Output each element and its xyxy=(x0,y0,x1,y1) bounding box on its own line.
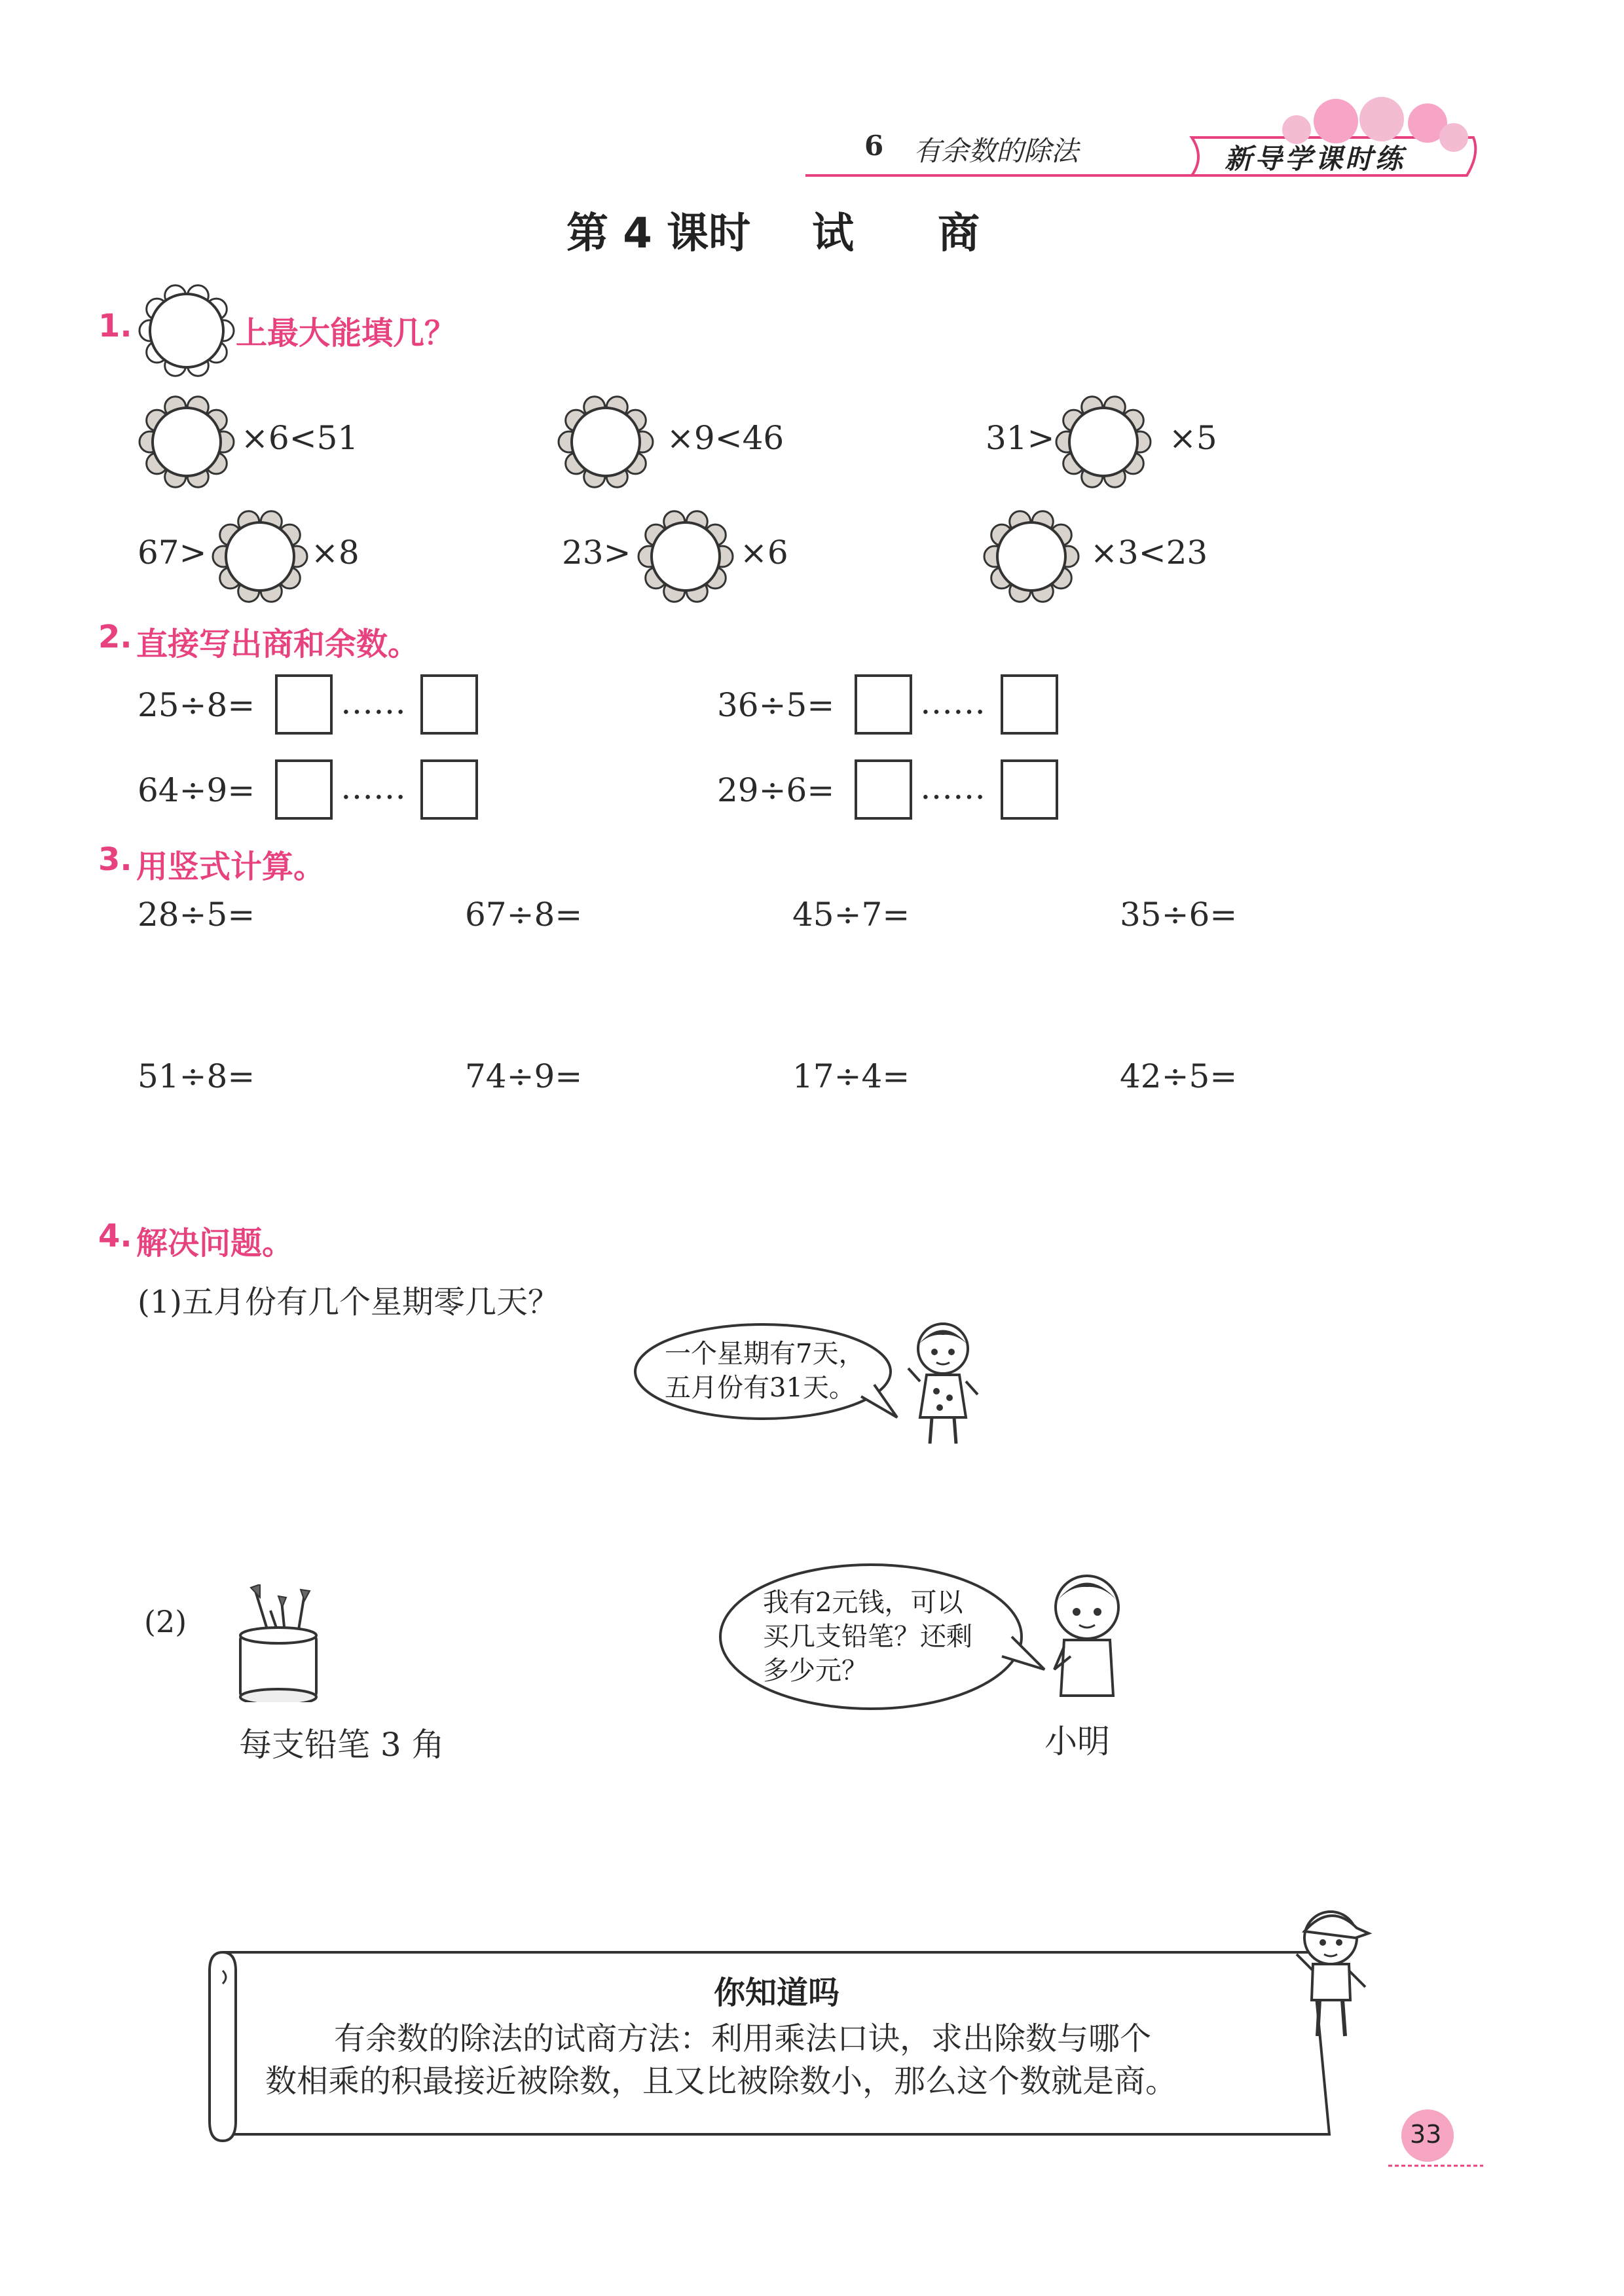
q2-item3-dots: …… xyxy=(341,769,406,807)
q2-item2-quotient-box[interactable] xyxy=(855,674,912,735)
q3-r2-item4: 42÷5= xyxy=(1120,1057,1238,1095)
q4-number: 4. xyxy=(98,1218,132,1254)
flower-answer-slot-1[interactable] xyxy=(138,393,236,491)
q2-item3-expr: 64÷9= xyxy=(138,771,255,809)
q3-r1-item2: 67÷8= xyxy=(465,896,583,934)
tip-line1: 有余数的除法的试商方法：利用乘法口诀，求出除数与哪个 xyxy=(334,2020,1152,2057)
q2-item1-remainder-box[interactable] xyxy=(420,674,478,735)
bubble-1-line1: 一个星期有7天， xyxy=(665,1339,865,1369)
q4-part1-question: (1)五月份有几个星期零几天？ xyxy=(138,1284,559,1321)
flower-answer-slot-4[interactable] xyxy=(211,507,309,606)
q2-item1-quotient-box[interactable] xyxy=(275,674,333,735)
q1-r2-item2-suffix: ×6 xyxy=(740,534,788,572)
q2-item4-dots: …… xyxy=(920,769,986,807)
boy-cap-illustration-icon xyxy=(1290,1902,1375,2046)
q2-item4-quotient-box[interactable] xyxy=(855,759,912,820)
bubble-2-line3: 多少元？ xyxy=(763,1656,868,1686)
q3-r2-item3: 17÷4= xyxy=(792,1057,910,1095)
q1-title: 上最大能填几？ xyxy=(236,315,456,352)
q2-item4-expr: 29÷6= xyxy=(717,771,835,809)
q2-title: 直接写出商和余数。 xyxy=(136,626,420,663)
page-number: 33 xyxy=(1410,2120,1442,2149)
q1-r1-item1-suffix: ×6<51 xyxy=(241,419,359,457)
q1-r2-item1-suffix: ×8 xyxy=(311,534,360,572)
q1-r2-item2-prefix: 23> xyxy=(562,534,631,572)
q3-number: 3. xyxy=(98,841,132,878)
q1-r1-item3-prefix: 31> xyxy=(986,419,1055,457)
q2-item3-remainder-box[interactable] xyxy=(420,759,478,820)
q2-item2-remainder-box[interactable] xyxy=(1001,674,1058,735)
q2-item1-expr: 25÷8= xyxy=(138,686,255,724)
q2-item3-quotient-box[interactable] xyxy=(275,759,333,820)
q2-item2-dots: …… xyxy=(920,683,986,721)
q1-r1-item2-suffix: ×9<46 xyxy=(667,419,784,457)
pencil-price-caption: 每支铅笔 3 角 xyxy=(239,1726,445,1764)
flower-answer-slot-2[interactable] xyxy=(557,393,655,491)
q1-r2-item1-prefix: 67> xyxy=(138,534,207,572)
q3-r1-item4: 35÷6= xyxy=(1120,896,1238,934)
q4-part2-label: (2) xyxy=(144,1604,187,1639)
tip-line2: 数相乘的积最接近被除数，且又比被除数小，那么这个数就是商。 xyxy=(265,2063,1177,2100)
boy-name: 小明 xyxy=(1044,1722,1110,1760)
bubble-2-line1: 我有2元钱，可以 xyxy=(763,1588,963,1618)
lesson-number: 第 4 课时 xyxy=(566,210,751,258)
q1-r1-item3-suffix: ×5 xyxy=(1169,419,1217,457)
chapter-title: 有余数的除法 xyxy=(913,135,1079,167)
q3-r1-item1: 28÷5= xyxy=(138,896,255,934)
q1-number: 1. xyxy=(98,308,132,344)
bubble-1-line2: 五月份有31天。 xyxy=(665,1373,855,1403)
pencil-holder-icon xyxy=(232,1584,324,1702)
brand-label: 新导学课时练 xyxy=(1225,143,1406,175)
q3-r2-item2: 74÷9= xyxy=(465,1057,583,1095)
boy-illustration-icon xyxy=(1035,1571,1139,1715)
lesson-topic: 试 商 xyxy=(812,210,980,258)
q2-item4-remainder-box[interactable] xyxy=(1001,759,1058,820)
q3-title: 用竖式计算。 xyxy=(136,848,325,885)
tip-title: 你知道吗 xyxy=(714,1975,840,2011)
q4-title: 解决问题。 xyxy=(136,1225,294,1262)
bubble-2-line2: 买几支铅笔？还剩 xyxy=(763,1622,972,1652)
q2-number: 2. xyxy=(98,619,132,655)
flower-answer-slot-5[interactable] xyxy=(637,507,735,606)
chapter-number: 6 xyxy=(864,130,884,162)
q3-r2-item1: 51÷8= xyxy=(138,1057,255,1095)
q2-item1-dots: …… xyxy=(341,683,406,721)
girl-illustration-icon xyxy=(900,1319,986,1450)
flower-answer-slot-6[interactable] xyxy=(982,507,1080,606)
flower-blank-icon xyxy=(138,282,236,380)
q1-r2-item3-suffix: ×3<23 xyxy=(1090,534,1208,572)
flower-answer-slot-3[interactable] xyxy=(1054,393,1153,491)
q2-item2-expr: 36÷5= xyxy=(717,686,835,724)
q3-r1-item3: 45÷7= xyxy=(792,896,910,934)
